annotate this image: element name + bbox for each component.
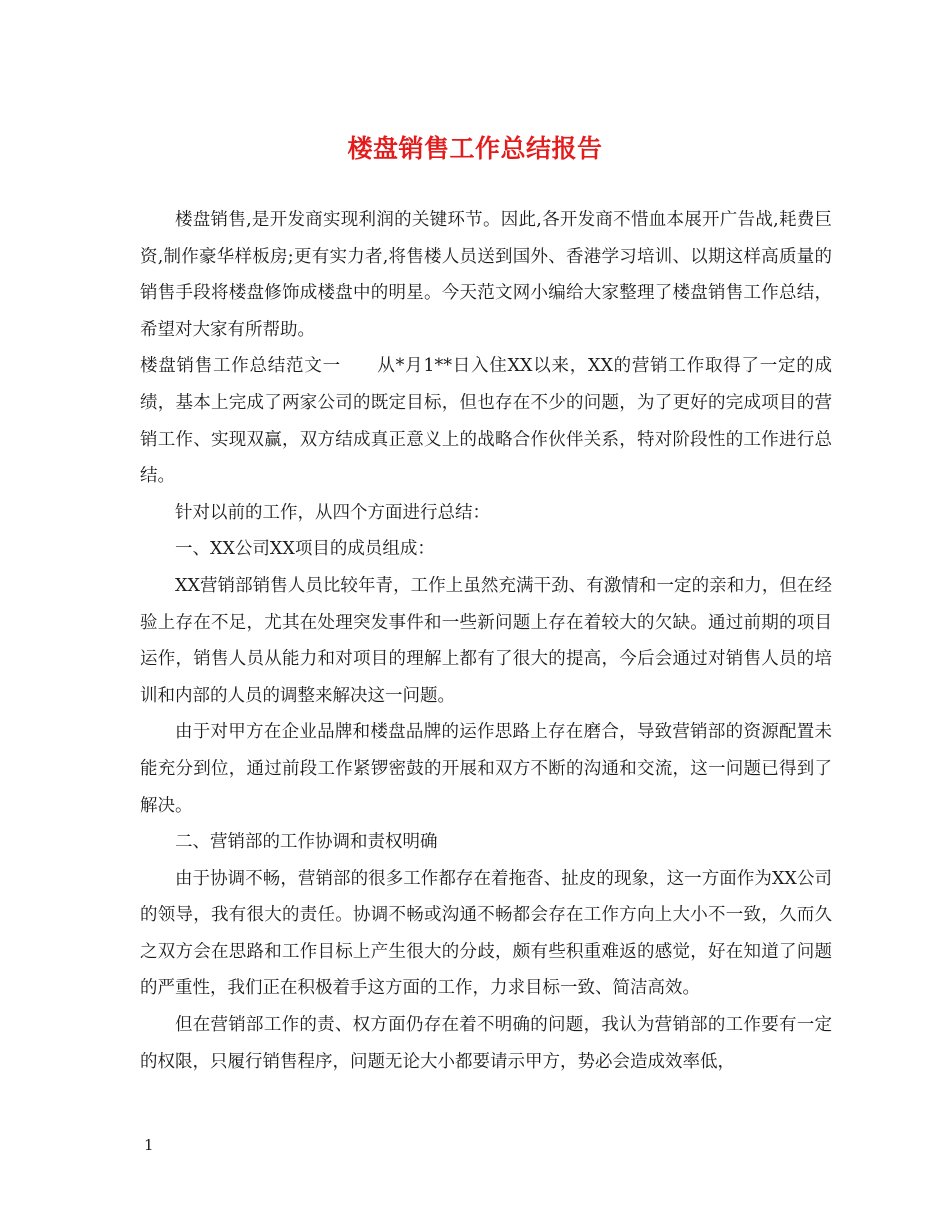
paragraph: 楼盘销售工作总结范文一 从*月1**日入住XX以来，XX的营销工作取得了一定的成绩，基本上完成了两家公司的既定目标，但也存在不少的问题，为了更好的完成项目的营销工作、实现双赢，双方结成真正意义上的战略合作伙伴关系，特对阶段性的工作进行总结。: [140, 356, 832, 487]
section-heading: 一、XX公司XX项目的成员组成：: [175, 539, 435, 560]
document-title: 楼盘销售工作总结报告: [347, 134, 603, 163]
paragraph: 但在营销部工作的责、权方面仍存在着不明确的问题，我认为营销部的工作要有一定的权限，只履行销售程序，问题无论大小都要请示甲方，势必会造成效率低，: [140, 1015, 832, 1072]
document-body: [140, 202, 832, 1080]
paragraph: 由于协调不畅，营销部的很多工作都存在着拖沓、扯皮的现象，这一方面作为XX公司的领导，我有很大的责任。协调不畅或沟通不畅都会存在工作方向上大小不一致，久而久之双方会在思路和工作目标上产生很大的分歧，颇有些积重难返的感觉，好在知道了问题的严重性，我们正在积极着手这方面的工作，力求目标一致、简洁高效。: [140, 868, 832, 999]
paragraph: 楼盘销售,是开发商实现利润的关键环节。因此,各开发商不惜血本展开广告战,耗费巨资,制作豪华样板房;更有实力者,将售楼人员送到国外、香港学习培训、以期这样高质量的销售手段将楼盘修饰成楼盘中的明星。今天范文网小编给大家整理了楼盘销售工作总结，希望对大家有所帮助。: [140, 210, 832, 340]
paragraph: 针对以前的工作，从四个方面进行总结：: [175, 502, 490, 523]
section-heading: 二、营销部的工作协调和责权明确: [175, 832, 438, 853]
page-number: 1: [144, 1136, 154, 1154]
paragraph: 由于对甲方在企业品牌和楼盘品牌的运作思路上存在磨合，导致营销部的资源配置未能充分到位，通过前段工作紧锣密鼓的开展和双方不断的沟通和交流，这一问题已得到了解决。: [140, 722, 832, 816]
paragraph: XX营销部销售人员比较年青，工作上虽然充满干劲、有激情和一定的亲和力，但在经验上存在不足，尤其在处理突发事件和一些新问题上存在着较大的欠缺。通过前期的项目运作，销售人员从能力和对项目的理解上都有了很大的提高，今后会通过对销售人员的培训和内部的人员的调整来解决这一问题。: [140, 575, 832, 706]
